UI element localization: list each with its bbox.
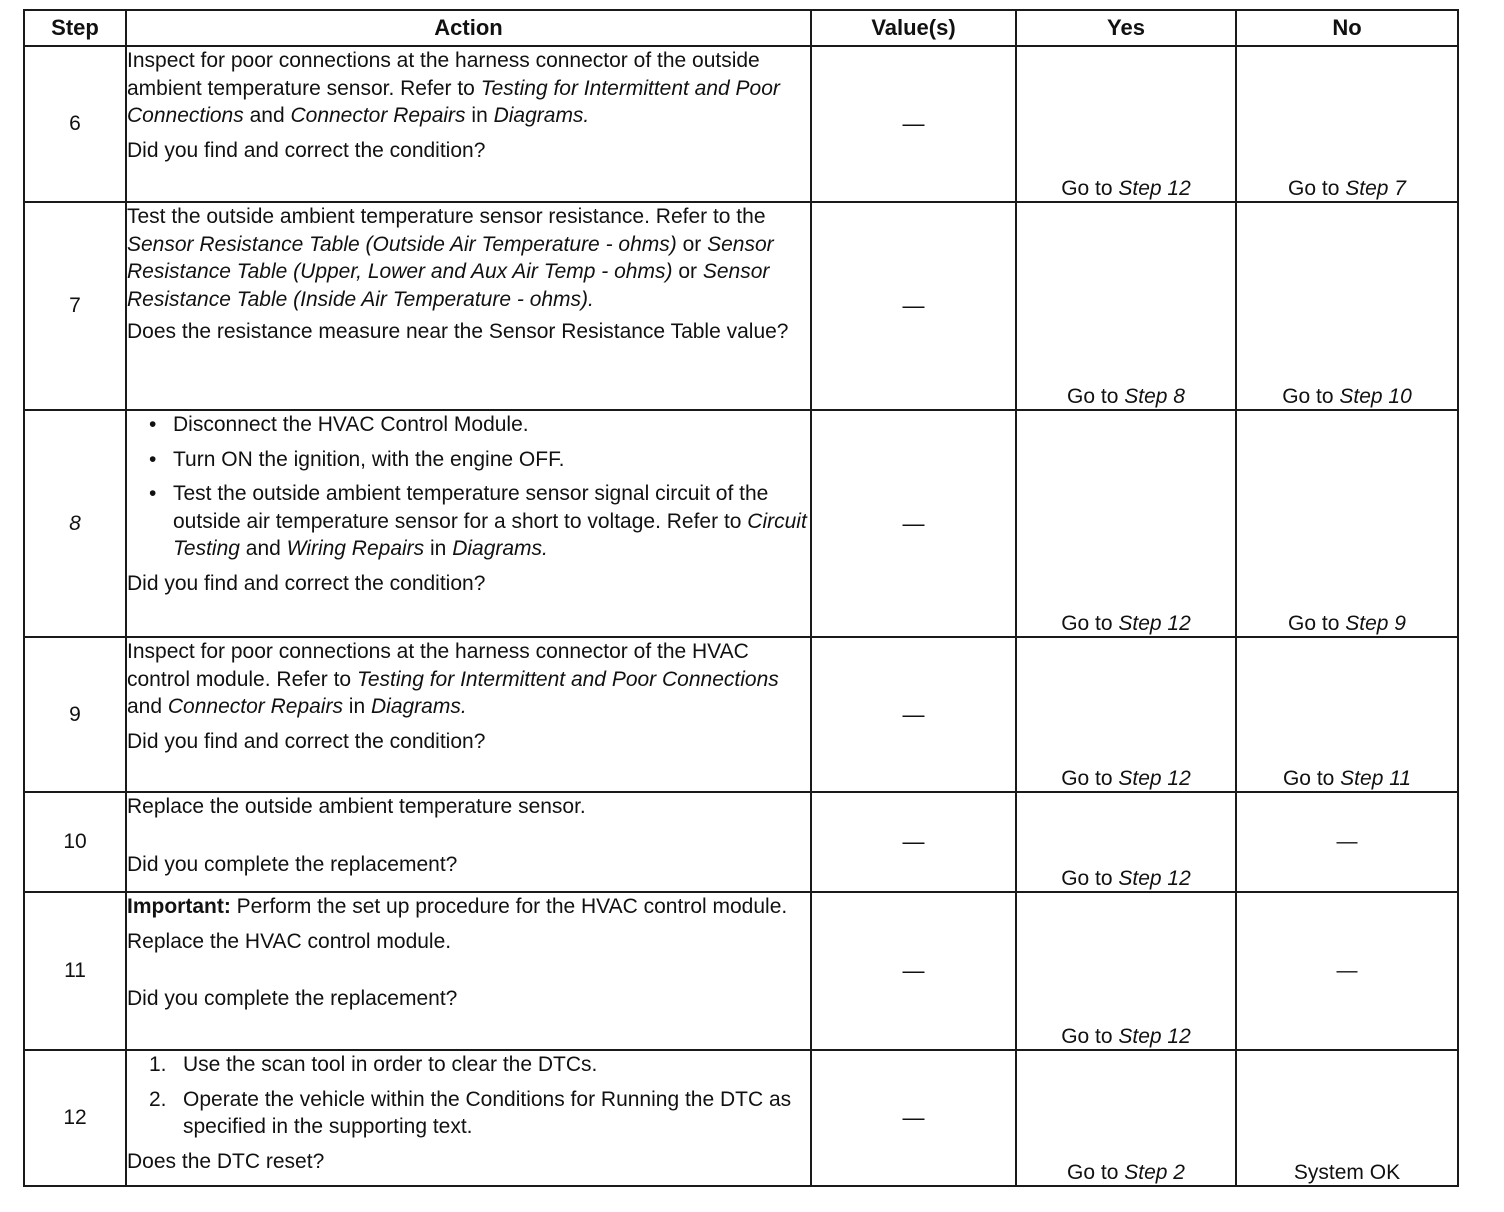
value-cell: — xyxy=(811,410,1016,637)
list-item: 2. Operate the vehicle within the Conditions for Running the DTC as specified in the supporting text. xyxy=(149,1087,792,1138)
yes-cell: Go to Step 12 xyxy=(1016,637,1236,792)
yes-cell: Go to Step 12 xyxy=(1016,792,1236,892)
important-note: Important: Perform the set up procedure for the HVAC control module. xyxy=(127,895,788,918)
no-cell: Go to Step 9 xyxy=(1236,410,1458,637)
no-cell: System OK xyxy=(1236,1050,1458,1186)
header-values: Value(s) xyxy=(811,10,1016,46)
action-cell xyxy=(126,1050,811,1186)
step-number: 6 xyxy=(24,46,126,202)
action-instruction: Inspect for poor connections at the harness connector of the outside ambient temperature sensor. Refer to Testing for Intermittent and Poor Connections and Connector Repairs in Diagrams. xyxy=(127,49,780,127)
action-question: Does the DTC reset? xyxy=(127,1149,325,1173)
table-row-step-6 xyxy=(24,46,1458,202)
header-yes: Yes xyxy=(1016,10,1236,46)
value-cell: — xyxy=(811,792,1016,892)
action-question: Does the resistance measure near the Sensor Resistance Table value? xyxy=(127,320,789,343)
table-row-step-11 xyxy=(24,892,1458,1050)
table-row-step-12 xyxy=(24,1050,1458,1186)
action-cell xyxy=(126,792,811,892)
no-cell: Go to Step 11 xyxy=(1236,637,1458,792)
diagnostic-table xyxy=(23,9,1459,1187)
value-cell: — xyxy=(811,46,1016,202)
step-number: 9 xyxy=(24,637,126,792)
action-instruction: Replace the HVAC control module. xyxy=(127,929,452,953)
header-no: No xyxy=(1236,10,1458,46)
action-question: Did you find and correct the condition? xyxy=(127,138,486,162)
action-cell xyxy=(126,46,811,202)
action-cell xyxy=(126,637,811,792)
yes-cell: Go to Step 8 xyxy=(1016,202,1236,410)
action-numbered-list xyxy=(127,1051,810,1141)
table-row-step-10 xyxy=(24,792,1458,892)
value-cell: — xyxy=(811,1050,1016,1186)
no-cell: — xyxy=(1236,892,1458,1050)
no-cell: Go to Step 7 xyxy=(1236,46,1458,202)
action-instruction: Replace the outside ambient temperature sensor. xyxy=(127,795,586,818)
yes-cell: Go to Step 2 xyxy=(1016,1050,1236,1186)
list-item: • Turn ON the ignition, with the engine OFF. xyxy=(127,446,810,474)
table-row-step-9 xyxy=(24,637,1458,792)
yes-cell: Go to Step 12 xyxy=(1016,892,1236,1050)
header-step: Step xyxy=(24,10,126,46)
header-row xyxy=(24,10,1458,46)
action-cell xyxy=(126,410,811,637)
table-row-step-7 xyxy=(24,202,1458,410)
action-question: Did you find and correct the condition? xyxy=(127,571,486,595)
step-number: 7 xyxy=(24,202,126,410)
no-cell: — xyxy=(1236,792,1458,892)
value-cell: — xyxy=(811,637,1016,792)
action-bullet-list xyxy=(127,411,810,563)
step-number: 8 xyxy=(24,410,126,637)
yes-cell: Go to Step 12 xyxy=(1016,410,1236,637)
header-action: Action xyxy=(126,10,811,46)
no-cell: Go to Step 10 xyxy=(1236,202,1458,410)
list-item: • Test the outside ambient temperature sensor signal circuit of the outside air temperature sensor for a short to voltage. Refer to Circuit Testing and Wiring Repairs in Diagrams. xyxy=(127,480,810,563)
action-instruction: Inspect for poor connections at the harness connector of the HVAC control module. Refer to Testing for Intermittent and Poor Connections and Connector Repairs in Diagrams. xyxy=(127,640,779,718)
action-cell xyxy=(126,892,811,1050)
yes-cell: Go to Step 12 xyxy=(1016,46,1236,202)
action-cell xyxy=(126,202,811,410)
important-label: Important: xyxy=(127,895,231,918)
step-number: 11 xyxy=(24,892,126,1050)
table-row-step-8 xyxy=(24,410,1458,637)
action-question: Did you complete the replacement? xyxy=(127,852,458,876)
step-number: 12 xyxy=(24,1050,126,1186)
list-item: • Disconnect the HVAC Control Module. xyxy=(127,411,810,439)
step-number: 10 xyxy=(24,792,126,892)
action-question: Did you complete the replacement? xyxy=(127,987,458,1010)
list-item: 1. Use the scan tool in order to clear the DTCs. xyxy=(149,1053,598,1076)
action-instruction: Test the outside ambient temperature sensor resistance. Refer to the Sensor Resistance Table (Outside Air Temperature - ohms) or Sensor Resistance Table (Upper, Lower and Aux Air Temp - ohms) or Sensor Resistance Table (Inside Air Temperature - ohms). xyxy=(127,205,774,311)
value-cell: — xyxy=(811,892,1016,1050)
action-question: Did you find and correct the condition? xyxy=(127,729,486,753)
value-cell: — xyxy=(811,202,1016,410)
